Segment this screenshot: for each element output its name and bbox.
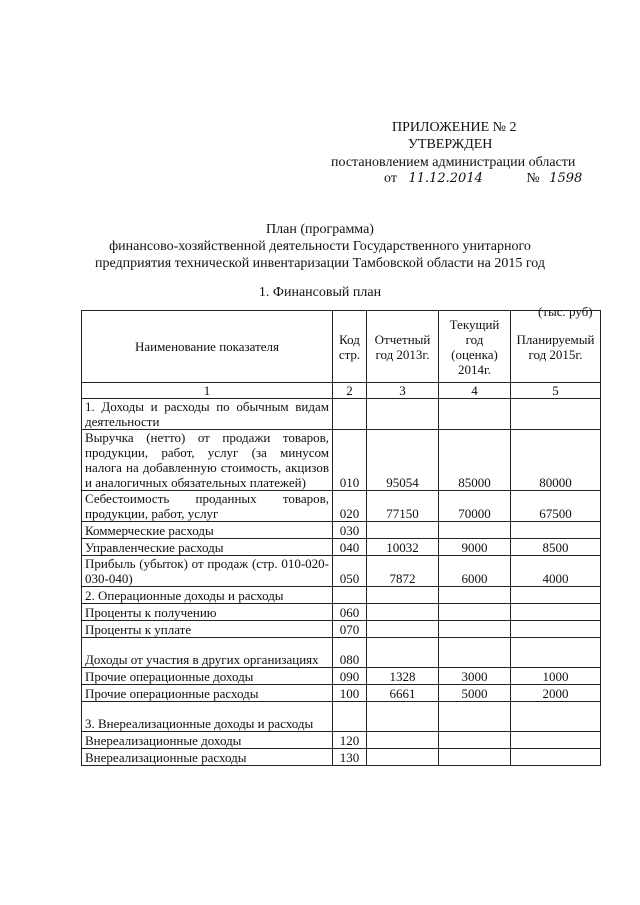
row-name: 1. Доходы и расходы по обычным видам деятельности bbox=[82, 399, 333, 430]
row-value-2013: 1328 bbox=[367, 668, 439, 685]
header-reported: Отчетный год 2013г. bbox=[367, 311, 439, 383]
row-code: 030 bbox=[333, 522, 367, 539]
plan-subtitle-1: финансово-хозяйственной деятельности Государственного унитарного bbox=[109, 239, 531, 254]
row-value-2014 bbox=[439, 399, 511, 430]
row-name: 2. Операционные доходы и расходы bbox=[82, 587, 333, 604]
row-value-2015 bbox=[511, 587, 601, 604]
row-value-2015 bbox=[511, 749, 601, 766]
row-name: Прочие операционные расходы bbox=[82, 685, 333, 702]
annex-decree: постановлением администрации области bbox=[331, 155, 576, 170]
table-row bbox=[82, 399, 601, 430]
row-code: 080 bbox=[333, 638, 367, 668]
row-value-2014: 5000 bbox=[439, 685, 511, 702]
table-row bbox=[82, 702, 601, 732]
row-value-2014: 3000 bbox=[439, 668, 511, 685]
row-value-2014: 85000 bbox=[439, 430, 511, 491]
row-code: 040 bbox=[333, 539, 367, 556]
header-code: Код стр. bbox=[333, 311, 367, 383]
row-value-2013 bbox=[367, 399, 439, 430]
row-value-2013 bbox=[367, 522, 439, 539]
annex-date: 11.12.2014 bbox=[408, 171, 483, 186]
row-value-2014 bbox=[439, 749, 511, 766]
row-name: Прочие операционные доходы bbox=[82, 668, 333, 685]
row-value-2015: 67500 bbox=[511, 491, 601, 522]
annex-title: ПРИЛОЖЕНИЕ № 2 bbox=[392, 120, 517, 135]
row-value-2013 bbox=[367, 749, 439, 766]
row-value-2013 bbox=[367, 732, 439, 749]
financial-plan-table bbox=[81, 310, 601, 766]
col-number: 3 bbox=[367, 383, 439, 399]
row-value-2014: 9000 bbox=[439, 539, 511, 556]
row-value-2013: 7872 bbox=[367, 556, 439, 587]
table-row bbox=[82, 491, 601, 522]
row-name: Коммерческие расходы bbox=[82, 522, 333, 539]
table-row bbox=[82, 522, 601, 539]
row-value-2013: 6661 bbox=[367, 685, 439, 702]
table-row bbox=[82, 621, 601, 638]
row-value-2014 bbox=[439, 702, 511, 732]
row-value-2015: 2000 bbox=[511, 685, 601, 702]
row-name: Проценты к получению bbox=[82, 604, 333, 621]
row-value-2014 bbox=[439, 522, 511, 539]
row-code: 130 bbox=[333, 749, 367, 766]
annex-from-label: от bbox=[384, 171, 397, 186]
section-title: 1. Финансовый план bbox=[258, 285, 382, 300]
plan-subtitle-2: предприятия технической инвентаризации Тамбовской области на 2015 год bbox=[95, 256, 545, 271]
row-name: Проценты к уплате bbox=[82, 621, 333, 638]
row-code: 100 bbox=[333, 685, 367, 702]
row-value-2015: 1000 bbox=[511, 668, 601, 685]
header-name: Наименование показателя bbox=[82, 311, 333, 383]
column-number-row bbox=[82, 383, 601, 399]
row-value-2014: 6000 bbox=[439, 556, 511, 587]
row-value-2015: 8500 bbox=[511, 539, 601, 556]
row-code: 060 bbox=[333, 604, 367, 621]
row-code: 070 bbox=[333, 621, 367, 638]
row-value-2015 bbox=[511, 604, 601, 621]
col-number: 1 bbox=[82, 383, 333, 399]
annex-number-label: № bbox=[526, 171, 540, 186]
row-name: 3. Внереализационные доходы и расходы bbox=[82, 702, 333, 732]
units-label: (тыс. руб) bbox=[538, 304, 593, 319]
row-value-2014 bbox=[439, 638, 511, 668]
table-row bbox=[82, 685, 601, 702]
col-number: 5 bbox=[511, 383, 601, 399]
plan-title: План (программа) bbox=[266, 222, 374, 237]
row-value-2013: 77150 bbox=[367, 491, 439, 522]
row-value-2014 bbox=[439, 732, 511, 749]
row-code: 010 bbox=[333, 430, 367, 491]
row-value-2013 bbox=[367, 587, 439, 604]
row-value-2015 bbox=[511, 702, 601, 732]
row-code: 020 bbox=[333, 491, 367, 522]
header-current: Текущий год (оценка) 2014г. bbox=[439, 311, 511, 383]
row-code bbox=[333, 702, 367, 732]
row-name: Выручка (нетто) от продажи товаров, продукции, работ, услуг (за минусом налога на добавленную стоимость, акцизов и аналогичных обязательных платежей) bbox=[82, 430, 333, 491]
table-row bbox=[82, 732, 601, 749]
col-number: 2 bbox=[333, 383, 367, 399]
annex-approved: УТВЕРЖДЕН bbox=[408, 137, 493, 152]
row-code bbox=[333, 399, 367, 430]
row-name: Внереализационные расходы bbox=[82, 749, 333, 766]
row-value-2013 bbox=[367, 702, 439, 732]
row-value-2014 bbox=[439, 587, 511, 604]
row-value-2014 bbox=[439, 604, 511, 621]
header-planned: Планируемый год 2015г. bbox=[511, 311, 601, 383]
row-name: Доходы от участия в других организациях bbox=[82, 638, 333, 668]
table-row bbox=[82, 749, 601, 766]
row-value-2014 bbox=[439, 621, 511, 638]
row-value-2015: 4000 bbox=[511, 556, 601, 587]
row-value-2015 bbox=[511, 522, 601, 539]
row-name: Внереализационные доходы bbox=[82, 732, 333, 749]
row-value-2013: 95054 bbox=[367, 430, 439, 491]
row-value-2013 bbox=[367, 621, 439, 638]
row-name: Прибыль (убыток) от продаж (стр. 010-020-030-040) bbox=[82, 556, 333, 587]
row-value-2013: 10032 bbox=[367, 539, 439, 556]
table-row bbox=[82, 430, 601, 491]
row-value-2015 bbox=[511, 399, 601, 430]
row-value-2013 bbox=[367, 604, 439, 621]
row-code bbox=[333, 587, 367, 604]
table-row bbox=[82, 587, 601, 604]
table-row bbox=[82, 668, 601, 685]
table-body bbox=[82, 399, 601, 766]
row-code: 120 bbox=[333, 732, 367, 749]
row-value-2013 bbox=[367, 638, 439, 668]
row-code: 050 bbox=[333, 556, 367, 587]
row-value-2015 bbox=[511, 638, 601, 668]
table-row bbox=[82, 604, 601, 621]
row-name: Себестоимость проданных товаров, продукции, работ, услуг bbox=[82, 491, 333, 522]
annex-number: 1598 bbox=[549, 171, 583, 186]
table-row bbox=[82, 539, 601, 556]
row-name: Управленческие расходы bbox=[82, 539, 333, 556]
row-value-2015 bbox=[511, 732, 601, 749]
row-value-2015: 80000 bbox=[511, 430, 601, 491]
table-row bbox=[82, 638, 601, 668]
col-number: 4 bbox=[439, 383, 511, 399]
annex-date-line bbox=[384, 171, 640, 187]
row-value-2015 bbox=[511, 621, 601, 638]
row-code: 090 bbox=[333, 668, 367, 685]
row-value-2014: 70000 bbox=[439, 491, 511, 522]
table-row bbox=[82, 556, 601, 587]
